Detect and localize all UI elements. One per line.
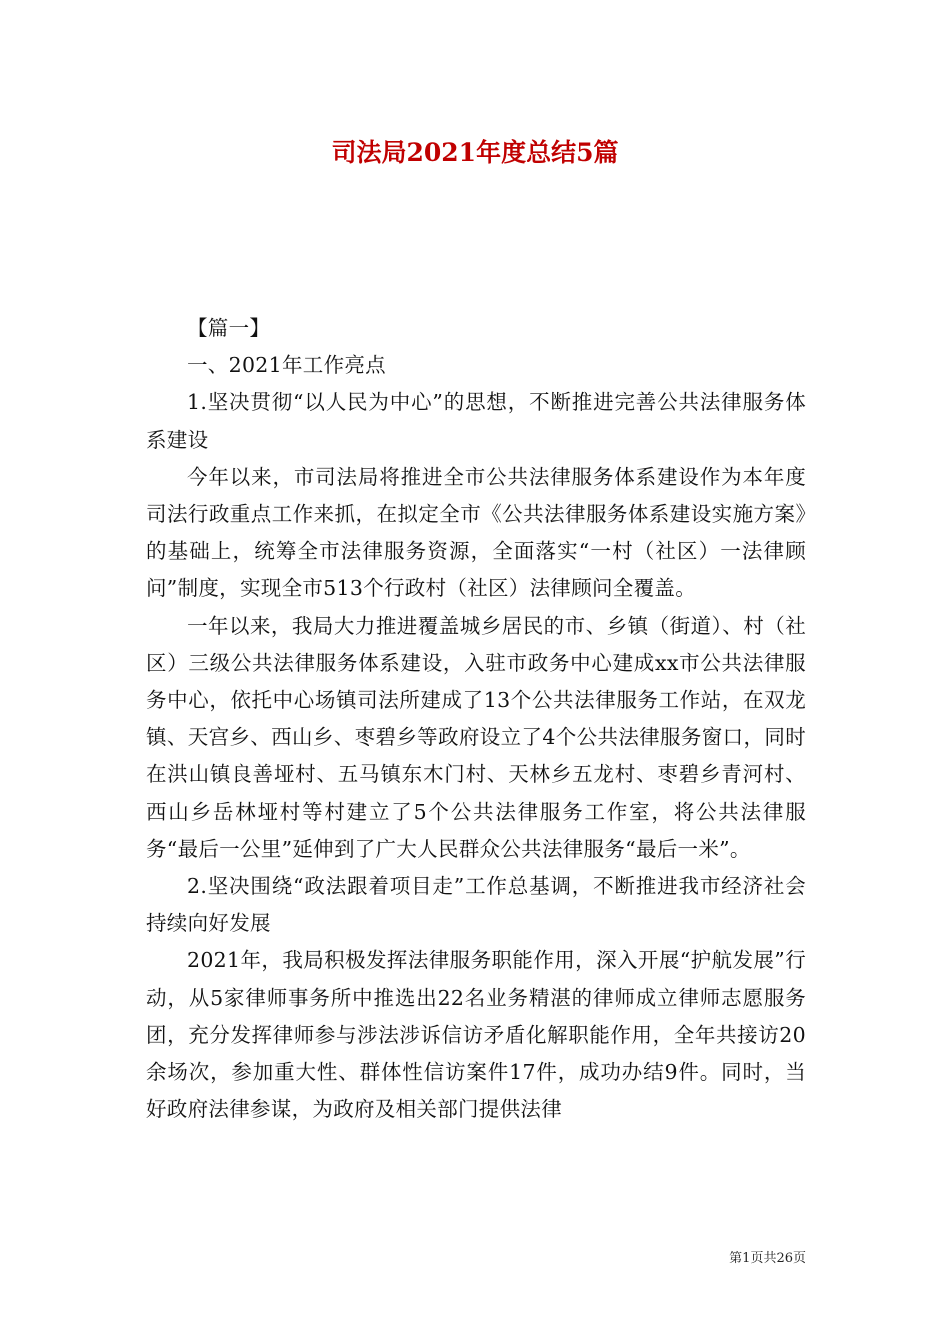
document-body — [146, 310, 806, 1128]
page-number-footer: 第1页共26页 — [729, 1251, 806, 1266]
point-heading-2: 2.坚决围绕“政法跟着项目走”工作总基调，不断推进我市经济社会持续向好发展 — [146, 874, 806, 936]
section-heading: 【篇一】 — [187, 316, 271, 340]
point-heading-1: 1.坚决贯彻“以人民为中心”的思想，不断推进完善公共法律服务体系建设 — [146, 390, 806, 452]
body-paragraph: 今年以来，市司法局将推进全市公共法律服务体系建设作为本年度司法行政重点工作来抓，在拟定全市《公共法律服务体系建设实施方案》的基础上，统筹全市法律服务资源，全面落实“一村（社区）一法律顾问”制度，实现全市513个行政村（社区）法律顾问全覆盖。 — [146, 464, 806, 601]
body-paragraph: 一年以来，我局大力推进覆盖城乡居民的市、乡镇（街道）、村（社区）三级公共法律服务体系建设，入驻市政务中心建成xx市公共法律服务中心，依托中心场镇司法所建成了13个公共法律服务工作站，在双龙镇、天宫乡、西山乡、枣碧乡等政府设立了4个公共法律服务窗口，同时在洪山镇良善垭村、五马镇东木门村、天林乡五龙村、枣碧乡青河村、西山乡岳林垭村等村建立了5个公共法律服务工作室，将公共法律服务“最后一公里”延伸到了广大人民群众公共法律服务“最后一米”。 — [146, 613, 806, 861]
document-title: 司法局2021年度总结5篇 — [331, 138, 619, 167]
subsection-heading: 一、2021年工作亮点 — [187, 353, 386, 378]
body-paragraph: 2021年，我局积极发挥法律服务职能作用，深入开展“护航发展”行动，从5家律师事务所中推选出22名业务精湛的律师成立律师志愿服务团，充分发挥律师参与涉法涉诉信访矛盾化解职能作用，全年共接访20余场次，参加重大性、群体性信访案件17件，成功办结9件。同时，当好政府法律参谋，为政府及相关部门提供法律 — [146, 948, 806, 1122]
